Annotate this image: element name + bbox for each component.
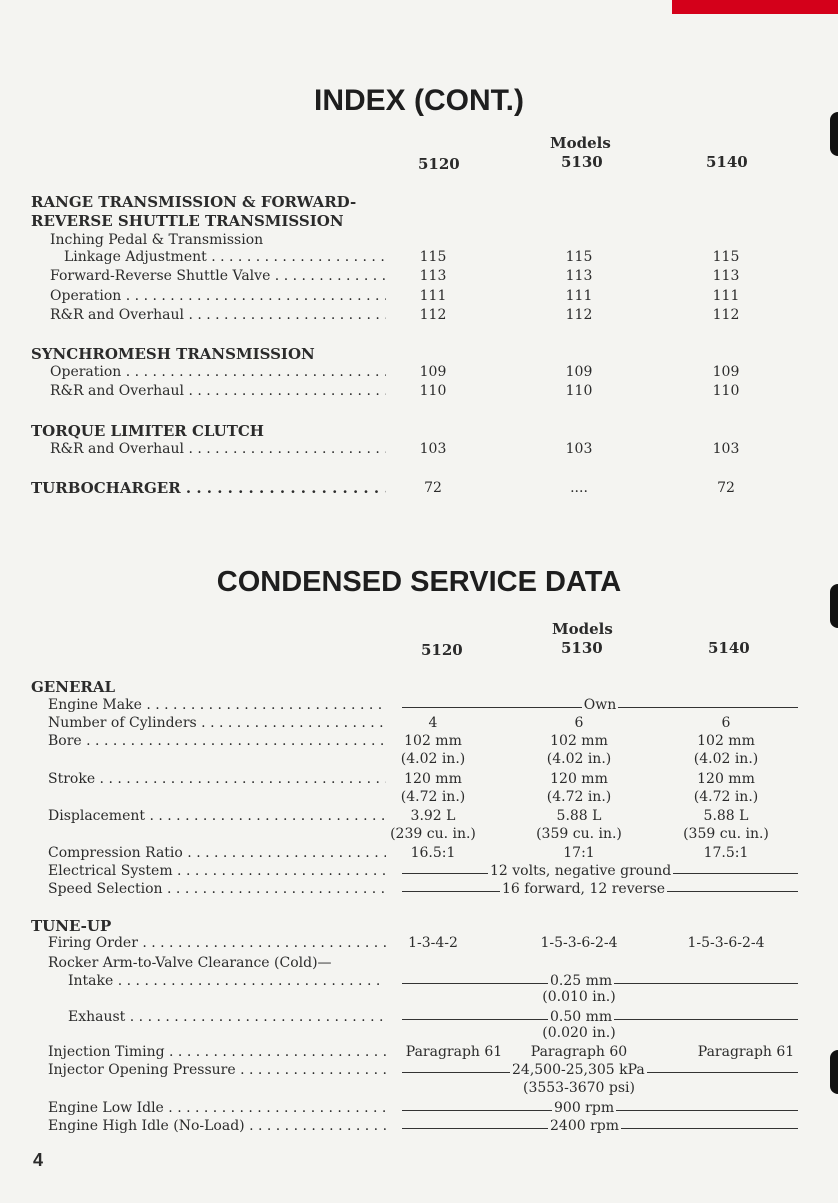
data-row-sub: (239 cu. in.) (359 cu. in.) (359 cu. in.) <box>390 826 769 842</box>
data-row: Engine Make . . . Own <box>0 696 838 715</box>
data-row: Engine Low Idle . . . 900 rpm <box>0 1099 838 1118</box>
data-row: Firing Order . . . 1-3-4-2 1-5-3-6-2-4 1-5-3-6-2-4 <box>0 934 838 953</box>
data-row: Compression Ratio . . . 16.5:1 17:1 17.5:1 <box>0 844 838 863</box>
section-heading: GENERAL <box>31 678 116 696</box>
section-heading: SYNCHROMESH TRANSMISSION <box>31 345 315 363</box>
index-title: INDEX (CONT.) <box>314 84 524 117</box>
csd-col-5130: 5130 <box>561 639 603 657</box>
csd-col-5140: 5140 <box>708 639 750 657</box>
index-row: Forward-Reverse Shuttle Valve . . . 113 113 113 <box>0 267 838 286</box>
data-row: Intake . . . 0.25 mm <box>0 972 838 991</box>
data-row: Stroke . . . 120 mm 120 mm 120 mm <box>0 770 838 789</box>
index-models-label: Models <box>550 134 611 152</box>
data-row: Injector Opening Pressure . . . 24,500-25,305 kPa <box>0 1061 838 1080</box>
binding-hole <box>830 112 838 156</box>
index-subhead: Inching Pedal & Transmission <box>50 232 264 248</box>
data-row: Bore . . . 102 mm 102 mm 102 mm <box>0 732 838 751</box>
data-row: Engine High Idle (No-Load) . . . 2400 rpm <box>0 1117 838 1136</box>
data-row-sub: (0.020 in.) <box>542 1025 616 1041</box>
data-row: Electrical System . . . 12 volts, negative ground <box>0 862 838 881</box>
index-col-5140: 5140 <box>706 153 748 171</box>
data-row-sub: (0.010 in.) <box>542 989 616 1005</box>
data-row-sub: (3553-3670 psi) <box>523 1080 635 1096</box>
index-row: TURBOCHARGER . . . 72 .... 72 <box>0 479 838 498</box>
index-row: R&R and Overhaul . . . 112 112 112 <box>0 306 838 325</box>
csd-title: CONDENSED SERVICE DATA <box>216 566 622 598</box>
index-col-5130: 5130 <box>561 153 603 171</box>
index-col-5120: 5120 <box>418 155 460 173</box>
csd-col-5120: 5120 <box>421 641 463 659</box>
data-row: Number of Cylinders . . . 4 6 6 <box>0 714 838 733</box>
data-row: Displacement . . . 3.92 L 5.88 L 5.88 L <box>0 807 838 826</box>
section-heading: REVERSE SHUTTLE TRANSMISSION <box>31 212 344 230</box>
data-row-sub: (4.02 in.) (4.02 in.) (4.02 in.) <box>400 751 759 767</box>
data-row: Speed Selection . . . 16 forward, 12 reverse <box>0 880 838 899</box>
page-corner-tab <box>672 0 838 14</box>
index-row: Operation . . . 109 109 109 <box>0 363 838 382</box>
data-row-sub: (4.72 in.) (4.72 in.) (4.72 in.) <box>400 789 759 805</box>
data-row: Exhaust . . . 0.50 mm <box>0 1008 838 1027</box>
section-heading: TUNE-UP <box>31 917 112 935</box>
page-number: 4 <box>33 1150 44 1170</box>
section-heading: RANGE TRANSMISSION & FORWARD- <box>31 193 357 211</box>
index-row: R&R and Overhaul . . . 103 103 103 <box>0 440 838 459</box>
csd-models-label: Models <box>552 620 613 638</box>
index-row: Operation . . . 111 111 111 <box>0 287 838 306</box>
index-row: Linkage Adjustment . . . 115 115 115 <box>0 248 838 267</box>
index-row: R&R and Overhaul . . . 110 110 110 <box>0 382 838 401</box>
section-heading: TORQUE LIMITER CLUTCH <box>31 422 264 440</box>
data-row: Injection Timing . . . Paragraph 61 Paragraph 60 Paragraph 61 <box>0 1043 838 1062</box>
data-row-heading: Rocker Arm-to-Valve Clearance (Cold)— <box>48 955 332 971</box>
